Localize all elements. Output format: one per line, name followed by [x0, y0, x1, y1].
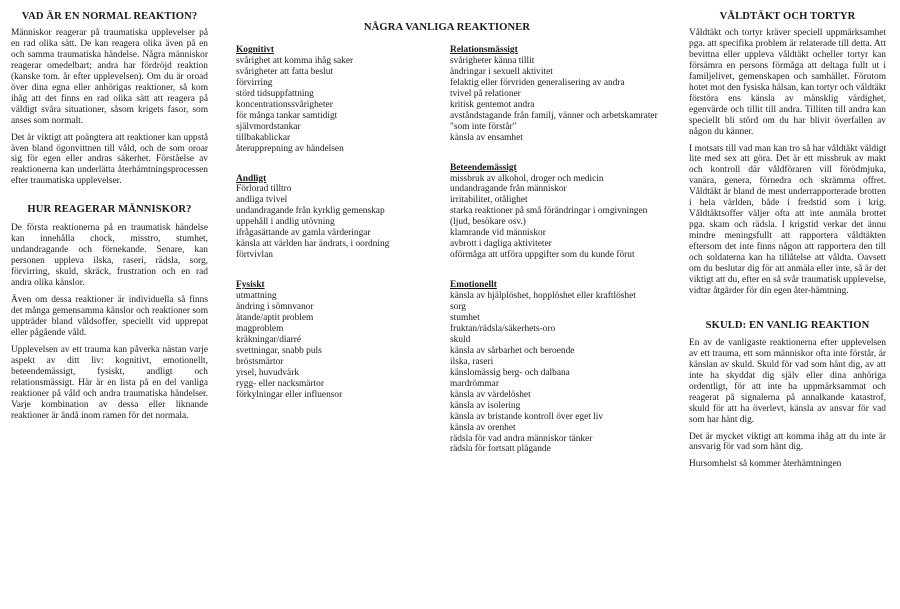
right-column: [689, 0, 886, 470]
reaction-item: rädsla för vad andra människor tänker: [450, 433, 593, 444]
heading-guilt: SKULD: EN VANLIG REAKTION: [705, 319, 870, 331]
paragraph: En av de vanligaste reaktionerna efter upplevelsen av ett trauma, ett som människor ofta inte förstår, är känslan av skuld. Skuld för vad som hänt dig, av att inte ha skyddat dig själv eller dina anhöriga ordentligt, för att inte ha uppmärksammat och reagerat på signalerna på annalkande katastrof, skuld för att ha överlevt, känsla av ansvar för vad som har hänt dig.: [689, 337, 886, 425]
reaction-item: för många tankar samtidigt: [236, 110, 338, 121]
heading-how-people-react: HUR REAGERAR MÄNNISKOR?: [27, 204, 192, 216]
reaction-item: självmordstankar: [236, 121, 301, 132]
reaction-item: förtvivlan: [236, 250, 273, 261]
reaction-group: [236, 174, 444, 262]
paragraph: Människor reagerar på traumatiska upplevelser på en rad olika sätt. De kan reagera olika även på en och samma traumatiska händelse. Några människor reagerar omedelbart; andra har fördröjd reaktion (kanske tom. år efter upplevelsen). Om du är oroad över dina egna eller anhörigas reaktioner, så kom ihåg att det finns en rad olika sätt att reagera på väldigt svåra situationer, såsom krigets fasor, som anses som normalt.: [11, 28, 208, 126]
reaction-item: känsla av ensamhet: [450, 132, 523, 143]
reaction-item: känsla av värdelöshet: [450, 389, 531, 400]
paragraph: Det är viktigt att poängtera att reaktioner kan uppstå även bland ögonvittnen till våld, och de som oroar sig för egen eller andras säkerhet. Förståelse av reaktionerna kan underlätta återhämtningsprocessen efter traumatiska upplevelser.: [11, 132, 208, 187]
reaction-item: tillbakablickar: [236, 132, 291, 143]
paragraph: Hursomhelst så kommer återhämtningen: [689, 459, 842, 470]
reaction-item: känsla av sårbarhet och beroende: [450, 345, 575, 356]
reaction-item: ändringar i sexuell aktivitet: [450, 66, 553, 77]
reaction-group-title: Beteendemässigt: [450, 162, 517, 173]
left-column: [11, 0, 208, 422]
reaction-item: magproblem: [236, 323, 284, 334]
paragraph: Även om dessa reaktioner är individuella så finns det många gemensamma känslor och reaktioner som uppträder bland våldsoffer, speciellt vid upprepat eller pågående våld.: [11, 295, 208, 338]
reaction-group: [236, 45, 444, 155]
reaction-item: svårighet att komma ihåg saker: [236, 55, 354, 66]
heading-normal-reaction: VAD ÄR EN NORMAL REAKTION?: [21, 11, 198, 22]
paragraph: I motsats till vad man kan tro så har våldtäkt väldigt lite med sex att göra. Det är ett missbruk av makt och kontroll där våldföraren vill förödmjuka, vanära, genera, förnedra och skrämma offret. Våldtäkt är bland de mest underrapporterade brotten i hela världen, både i fredstid som i krig. Våldtäktsoffer väljer ofta att inte anmäla brottet pga. skam och rädsla. I krigstid verkar det ännu mindre meningsfullt att rapportera våldtäkten eftersom det inte finns någon att rapportera den till och soldaterna kan ha tillåtelse att våldta. Oavsett om du beslutar dig för att anmäla eller inte, så är det viktigt att du, efter en så svår traumatisk upplevelse, vidtar åtgärder för din egen åter-hämtning.: [689, 143, 886, 296]
middle-column: [236, 0, 658, 455]
reaction-item: felaktig eller förvriden generalisering av andra: [450, 77, 625, 88]
paragraph: Det är mycket viktigt att komma ihåg att du inte är ansvarig för vad som hänt dig.: [689, 431, 886, 453]
heading-common-reactions: NÅGRA VANLIGA REAKTIONER: [363, 22, 531, 33]
reaction-item: bröstsmärtor: [236, 356, 284, 367]
reaction-item: ilska, raseri: [450, 356, 494, 367]
reaction-item: känsla av hjälplöshet, hopplöshet eller kraftlöshet: [450, 291, 636, 302]
paragraph: De första reaktionerna på en traumatisk händelse kan innehålla chock, misstro, stumhet, undandragande och förnekande. Senare, kan personen uppleva ilska, raseri, rädsla, sorg, förvirring, skuld, skräck, frustration och en rad andra olika känslor.: [11, 223, 208, 289]
reaction-item: avståndstagande från familj, vänner och arbetskamrater "som inte förstår": [450, 110, 658, 132]
reaction-item: rädsla för fortsatt plågande: [450, 444, 551, 455]
reaction-item: rygg- eller nacksmärtor: [236, 378, 324, 389]
reaction-item: yrsel, huvudvärk: [236, 367, 300, 378]
reaction-item: svårigheter att fatta beslut: [236, 66, 334, 77]
heading-rape-and-torture: VÅLDTÄKT OCH TORTYR: [719, 11, 856, 22]
reaction-item: ifrågasättande av gamla värderingar: [236, 228, 371, 239]
reaction-item: svettningar, snabb puls: [236, 345, 322, 356]
reaction-group-title: Kognitivt: [236, 45, 275, 55]
reaction-item: undandragande från människor: [450, 184, 567, 195]
reaction-group: [450, 163, 658, 262]
reaction-item: förvirring: [236, 77, 273, 88]
reaction-item: känslomässig berg- och dalbana: [450, 367, 570, 378]
reaction-item: oförmåga att utföra uppgifter som du kunde förut: [450, 250, 635, 261]
reaction-item: ändring i sömnvanor: [236, 302, 314, 313]
reaction-group-title: Fysiskt: [236, 280, 265, 291]
reaction-item: undandragande från kyrklig gemenskap: [236, 206, 385, 217]
reaction-item: uppehåll i andlig utövning: [236, 217, 335, 228]
paragraph: Våldtäkt och tortyr kräver speciell uppmärksamhet pga. att specifika problem är relaterade till detta. Att bevittna eller uppleva våldtäkt ocheller tortyr kan försämra en persons förmåga att deltaga fullt ut i familjelivet, gemenskapen och samhället. Förutom hotet mot den fysiska hälsan, kan tortyr och våldtäkt förstöra ens känsla av mänsklig värdighet, egenvärde och tillit till andra. Tilliten till andra kan speciellt bli störd om du har blivit överfallen av någon du känner.: [689, 28, 886, 137]
reaction-group-title: Andligt: [236, 173, 267, 184]
reaction-item: svårigheter känna tillit: [450, 55, 535, 66]
reaction-item: skuld: [450, 334, 471, 345]
reaction-group-title: Relationsmässigt: [450, 45, 518, 55]
reaction-item: andliga tvivel: [236, 195, 288, 206]
reaction-item: tvivel på relationer: [450, 88, 521, 99]
reaction-item: kritisk gentemot andra: [450, 99, 535, 110]
reaction-item: klamrande vid människor: [450, 228, 546, 239]
reaction-group-title: Emotionellt: [450, 280, 497, 291]
paragraph: Upplevelsen av ett trauma kan påverka nästan varje aspekt av ditt liv: kognitivt, emotionellt, beteendemässigt, fysiskt, andligt och relationsmässigt. Här är en lista på en del vanliga reaktioner på våld och andra traumatiska händelser. Varje kombination av dessa eller liknande reaktioner är ändå inom ramen för det normala.: [11, 344, 208, 421]
reaction-item: sorg: [450, 302, 466, 313]
reaction-item: störd tidsuppfattning: [236, 88, 314, 99]
reaction-item: känsla att världen har ändrats, i oordning: [236, 239, 390, 250]
reaction-group: [236, 280, 444, 400]
reaction-item: kräkningar/diarré: [236, 334, 302, 345]
reaction-item: missbruk av alkohol, droger och medicin: [450, 173, 604, 184]
reaction-group: [450, 280, 658, 455]
reaction-item: starka reaktioner på små förändringar i omgivningen (ljud, besökare osv.): [450, 206, 648, 228]
reaction-item: stumhet: [450, 313, 480, 324]
reaction-item: känsla av bristande kontroll över eget liv: [450, 411, 604, 422]
reaction-item: avbrott i dagliga aktiviteter: [450, 239, 552, 250]
reaction-item: känsla av isolering: [450, 400, 521, 411]
reaction-item: förkylningar eller influensor: [236, 389, 343, 400]
reaction-item: koncentrationssvårigheter: [236, 99, 333, 110]
reaction-group: [450, 45, 658, 144]
reaction-item: utmattning: [236, 291, 277, 302]
reaction-item: irritabilitet, otålighet: [450, 195, 528, 206]
reaction-item: återupprepning av händelsen: [236, 143, 344, 154]
reaction-list-right: [450, 45, 658, 455]
reaction-item: mardrömmar: [450, 378, 499, 389]
reaction-item: fruktan/rädsla/säkerhets-oro: [450, 323, 556, 334]
reaction-item: Förlorad tilltro: [236, 184, 292, 195]
reaction-item: ätande/aptit problem: [236, 313, 314, 324]
reaction-item: känsla av orenhet: [450, 422, 516, 433]
reaction-list-left: [236, 45, 444, 455]
